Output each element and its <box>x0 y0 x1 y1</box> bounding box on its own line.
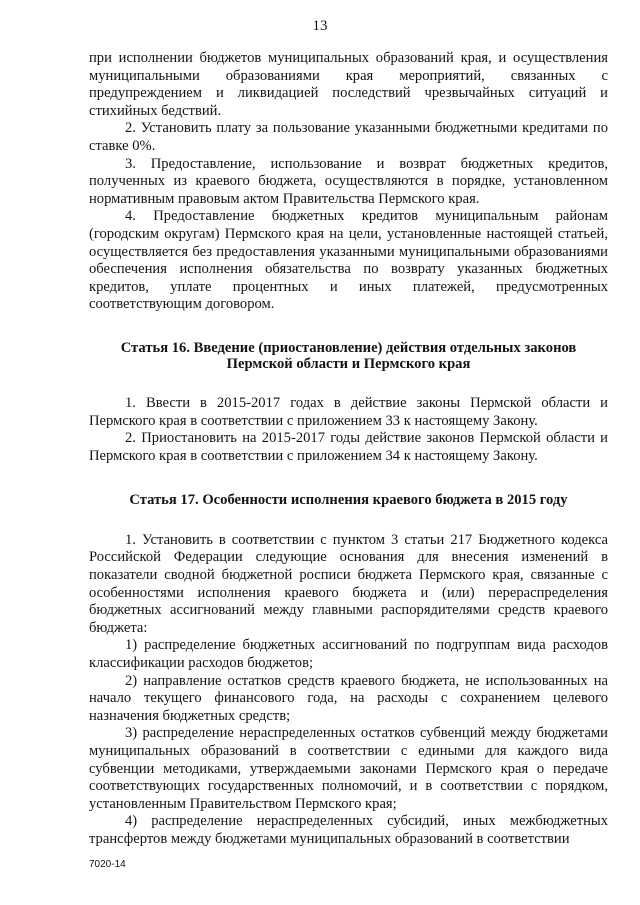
article-16-title-line-2: Пермской области и Пермского края <box>226 356 471 373</box>
article-17-item-2: 2) направление остатков средств краевого бюджета, не использованных на начало текущего финансового года, на расходы с сохранением целевого назначения бюджетных средств; <box>89 672 608 724</box>
article-16-title <box>89 340 608 373</box>
article-16-paragraph-1: 1. Ввести в 2015-2017 годах в действие законы Пермской области и Пермского края в соответствии с приложением 33 к настоящему Закону. <box>89 394 608 429</box>
document-code: 7020-14 <box>89 859 126 870</box>
article-16-paragraph-2: 2. Приостановить на 2015-2017 годы действие законов Пермской области и Пермского края в соответствии с приложением 34 к настоящему Закону. <box>89 430 608 464</box>
document-body <box>89 50 608 848</box>
paragraph-3: 3. Предоставление, использование и возврат бюджетных кредитов, полученных из краевого бюджета, осуществляются в порядке, установленном нормативным правовым актом Правительства Пермского края. <box>89 155 608 207</box>
article-17-paragraph-1: 1. Установить в соответствии с пунктом 3 статьи 217 Бюджетного кодекса Российской Федерации следующие основания для внесения изменений в показатели сводной бюджетной росписи бюджета Пермского края, связанные с особенностями исполнения краевого бюджета и (или) перераспределения бюджетных ассигнований между главными распорядителями средств краевого бюджета: <box>89 531 608 636</box>
article-17-item-4: 4) распределение нераспределенных субсидий, иных межбюджетных трансфертов между бюджетами муниципальных образований в соответствии <box>89 813 608 847</box>
paragraph-4: 4. Предоставление бюджетных кредитов муниципальным районам (городским округам) Пермского края на цели, установленные настоящей статьей, осуществляется без предоставления указанными муниципальными образованиями обеспечения исполнения обязательства по возврату указанных бюджетных кредитов, уплате процентных и иных платежей, предусмотренных соответствующим договором. <box>89 208 608 313</box>
article-17-item-1: 1) распределение бюджетных ассигнований по подгруппам вида расходов классификации расходов бюджетов; <box>89 637 608 671</box>
page-number: 13 <box>312 18 328 34</box>
article-17-title: Статья 17. Особенности исполнения краевого бюджета в 2015 году <box>129 492 568 509</box>
paragraph-2: 2. Установить плату за пользование указанными бюджетными кредитами по ставке 0%. <box>89 120 608 154</box>
article-16-title-line-1: Статья 16. Введение (приостановление) действия отдельных законов <box>120 339 577 356</box>
article-17-item-3: 3) распределение нераспределенных остатков субвенций между бюджетами муниципальных образований в соответствии с едиными для каждого вида субвенции методиками, утверждаемыми законами Пермского края о передаче соответствующих государственных полномочий, и в соответствии с порядком, установленным Правительством Пермского края; <box>89 725 608 812</box>
paragraph-continuation: при исполнении бюджетов муниципальных образований края, и осуществления муниципальными образованиями края мероприятий, связанных с предупреждением и ликвидацией последствий чрезвычайных ситуаций и стихийных бедствий. <box>89 50 608 119</box>
